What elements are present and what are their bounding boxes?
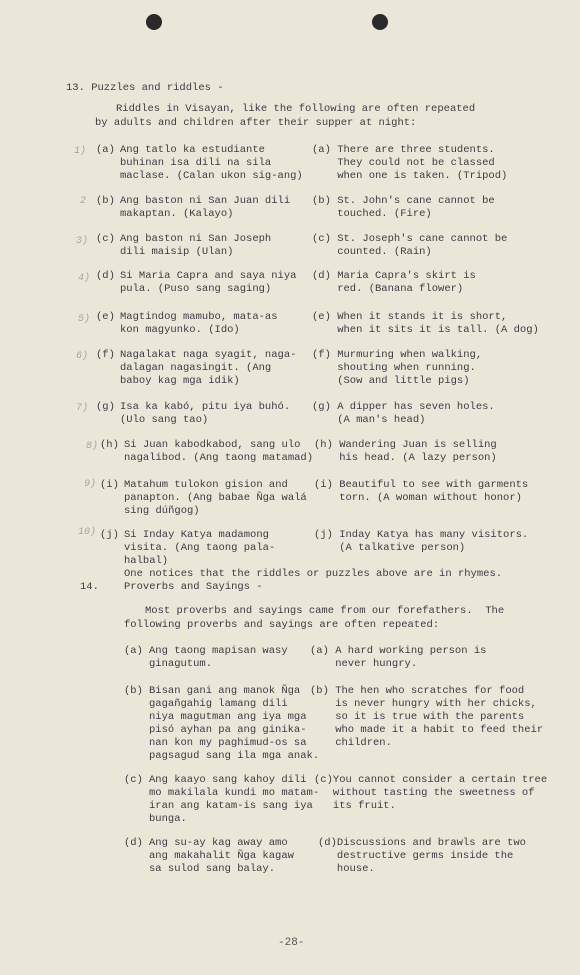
handwritten-number: 3) <box>76 236 89 247</box>
proverb-letter: (d) <box>124 837 143 849</box>
riddle-visayan-line: Si Inday Katya madamong <box>124 529 269 541</box>
riddle-visayan-line: dili maisip (Ulan) <box>120 246 234 258</box>
proverb-letter: (c) <box>124 774 143 786</box>
riddle-letter: (h) <box>100 439 119 451</box>
riddle-letter: (g) <box>96 401 115 413</box>
proverb-visayan-line: nan kon my paghimud-os sa <box>149 737 307 749</box>
riddle-english-line: when it sits it is tall. (A dog) <box>312 324 539 336</box>
riddle-letter: (j) <box>100 529 119 541</box>
riddle-visayan-line: Matahum tulokon gision and <box>124 479 288 491</box>
riddle-visayan-line: makaptan. (Kalayo) <box>120 208 234 220</box>
riddle-english-line: (d) Maria Capra's skirt is <box>312 270 476 282</box>
proverb-english-line: its fruit. <box>314 800 396 812</box>
riddle-english-line: when one is taken. (Tripod) <box>312 170 508 182</box>
proverb-english-line: (d)Discussions and brawls are two <box>318 837 526 849</box>
riddle-visayan-line: Isa ka kabó, pitu iya buhó. <box>120 401 291 413</box>
riddle-visayan-line: Ang baston ni San Juan dili <box>120 195 291 207</box>
proverb-visayan-line: Ang su-ay kag away amo <box>149 837 288 849</box>
proverb-visayan-line: gagañgahig lamang dili <box>149 698 288 710</box>
riddle-english-line: red. (Banana flower) <box>312 283 464 295</box>
proverb-english-line: without tasting the sweetness of <box>314 787 535 799</box>
riddle-letter: (e) <box>96 311 115 323</box>
proverb-english-line: so it is true with the parents <box>310 711 525 723</box>
riddle-english-line: (A man's head) <box>312 414 426 426</box>
proverb-english-line: is never hungry with her chicks, <box>310 698 537 710</box>
handwritten-number: 2 <box>80 196 87 207</box>
handwritten-number: 10) <box>78 527 97 538</box>
riddle-english-line: (Sow and little pigs) <box>312 375 470 387</box>
riddle-letter: (i) <box>100 479 119 491</box>
riddle-english-line: (f) Murmuring when walking, <box>312 349 483 361</box>
proverb-english-line: destructive germs inside the <box>318 850 514 862</box>
riddle-english-line: (a) There are three students. <box>312 144 495 156</box>
proverb-visayan-line: pisó ayhan pa ang ginika- <box>149 724 307 736</box>
handwritten-number: 7) <box>76 403 89 414</box>
riddle-visayan-line: pula. (Puso sang saging) <box>120 283 272 295</box>
handwritten-number: 5) <box>78 314 91 325</box>
riddle-visayan-line: Si Maria Capra and saya niya <box>120 270 297 282</box>
punch-hole-left <box>146 14 162 30</box>
riddle-visayan-line: visita. (Ang taong pala- <box>124 542 276 554</box>
riddle-english-line: counted. (Rain) <box>312 246 432 258</box>
punch-hole-right <box>372 14 388 30</box>
riddle-letter: (a) <box>96 144 115 156</box>
proverb-english-line: (b) The hen who scratches for food <box>310 685 525 697</box>
handwritten-number: 8) <box>86 441 99 452</box>
riddle-visayan-line: Nagalakat naga syagit, naga- <box>120 349 297 361</box>
riddle-visayan-line: Magtindog mamubo, mata-as <box>120 311 278 323</box>
riddle-english-line: (A talkative person) <box>314 542 466 554</box>
proverb-english-line: house. <box>318 863 375 875</box>
section-13-intro-line2: by adults and children after their supper at night: <box>95 117 417 129</box>
proverb-english-line: children. <box>310 737 392 749</box>
section-14-heading: Proverbs and Sayings - <box>124 581 263 593</box>
riddle-visayan-line: Si Juan kabodkabod, sang ulo <box>124 439 301 451</box>
riddle-english-line: shouting when running. <box>312 362 476 374</box>
riddle-english-line: (b) St. John's cane cannot be <box>312 195 495 207</box>
proverb-visayan-line: mo makilala kundi mo matam- <box>149 787 320 799</box>
handwritten-number: 6) <box>76 351 89 362</box>
riddle-visayan-line: panapton. (Ang babae Ñga walá <box>124 492 307 504</box>
riddle-english-line: (j) Inday Katya has many visitors. <box>314 529 529 541</box>
page-number: -28- <box>278 937 305 949</box>
riddle-visayan-line: sing dúñgog) <box>124 505 200 517</box>
proverb-visayan-line: iran ang katam-is sang iya <box>149 800 313 812</box>
riddle-english-line: (g) A dipper has seven holes. <box>312 401 495 413</box>
riddle-english-line: (c) St. Joseph's cane cannot be <box>312 233 508 245</box>
proverb-visayan-line: pagsagud sang ila mga anak. <box>149 750 320 762</box>
riddle-english-line: (i) Beautiful to see with garments <box>314 479 529 491</box>
handwritten-number: 1) <box>74 146 87 157</box>
section-14-intro-line1: Most proverbs and sayings came from our forefathers. The <box>145 605 505 617</box>
riddle-english-line: (h) Wandering Juan is selling <box>314 439 497 451</box>
riddle-visayan-line: dalagan nagasingit. (Ang <box>120 362 272 374</box>
riddle-english-line: touched. (Fire) <box>312 208 432 220</box>
proverb-english-line: (a) A hard working person is <box>310 645 487 657</box>
proverb-visayan-line: ang makahalit Ñga kagaw <box>149 850 294 862</box>
section-14-number: 14. <box>80 581 99 593</box>
proverb-visayan-line: niya magutman ang iya mga <box>149 711 307 723</box>
riddle-english-line: torn. (A woman without honor) <box>314 492 522 504</box>
handwritten-number: 9) <box>84 479 97 490</box>
proverb-visayan-line: Bisan gani ang manok Ñga <box>149 685 301 697</box>
rhymes-note: One notices that the riddles or puzzles above are in rhymes. <box>124 568 503 580</box>
riddle-visayan-line: maclase. (Calan ukon sig-ang) <box>120 170 303 182</box>
riddle-english-line: They could not be classed <box>312 157 495 169</box>
proverb-letter: (b) <box>124 685 143 697</box>
proverb-visayan-line: Ang kaayo sang kahoy dili <box>149 774 307 786</box>
riddle-visayan-line: buhinan isa dili na sila <box>120 157 272 169</box>
proverb-visayan-line: ginagutum. <box>149 658 213 670</box>
section-13-heading: 13. Puzzles and riddles - <box>66 82 224 94</box>
proverb-english-line: who made it a habit to feed their <box>310 724 544 736</box>
section-13-intro-line1: Riddles in Visayan, like the following are often repeated <box>116 103 476 115</box>
proverb-letter: (a) <box>124 645 143 657</box>
riddle-visayan-line: baboy kag mga idik) <box>120 375 240 387</box>
riddle-visayan-line: Ang tatlo ka estudiante <box>120 144 265 156</box>
proverb-visayan-line: bunga. <box>149 813 187 825</box>
proverb-visayan-line: Ang taong mapisan wasy <box>149 645 288 657</box>
riddle-english-line: (e) When it stands it is short, <box>312 311 508 323</box>
riddle-english-line: his head. (A lazy person) <box>314 452 497 464</box>
riddle-letter: (f) <box>96 349 115 361</box>
handwritten-number: 4) <box>78 273 91 284</box>
riddle-letter: (b) <box>96 195 115 207</box>
riddle-letter: (c) <box>96 233 115 245</box>
section-14-intro-line2: following proverbs and sayings are often repeated: <box>124 619 440 631</box>
riddle-visayan-line: halbal) <box>124 555 169 567</box>
proverb-english-line: (c)You cannot consider a certain tree <box>314 774 548 786</box>
riddle-visayan-line: Ang baston ni San Joseph <box>120 233 272 245</box>
riddle-visayan-line: (Ulo sang tao) <box>120 414 209 426</box>
riddle-visayan-line: nagalibod. (Ang taong matamad) <box>124 452 314 464</box>
proverb-english-line: never hungry. <box>310 658 418 670</box>
proverb-visayan-line: sa sulod sang balay. <box>149 863 276 875</box>
riddle-visayan-line: kon magyunko. (Ido) <box>120 324 240 336</box>
riddle-letter: (d) <box>96 270 115 282</box>
